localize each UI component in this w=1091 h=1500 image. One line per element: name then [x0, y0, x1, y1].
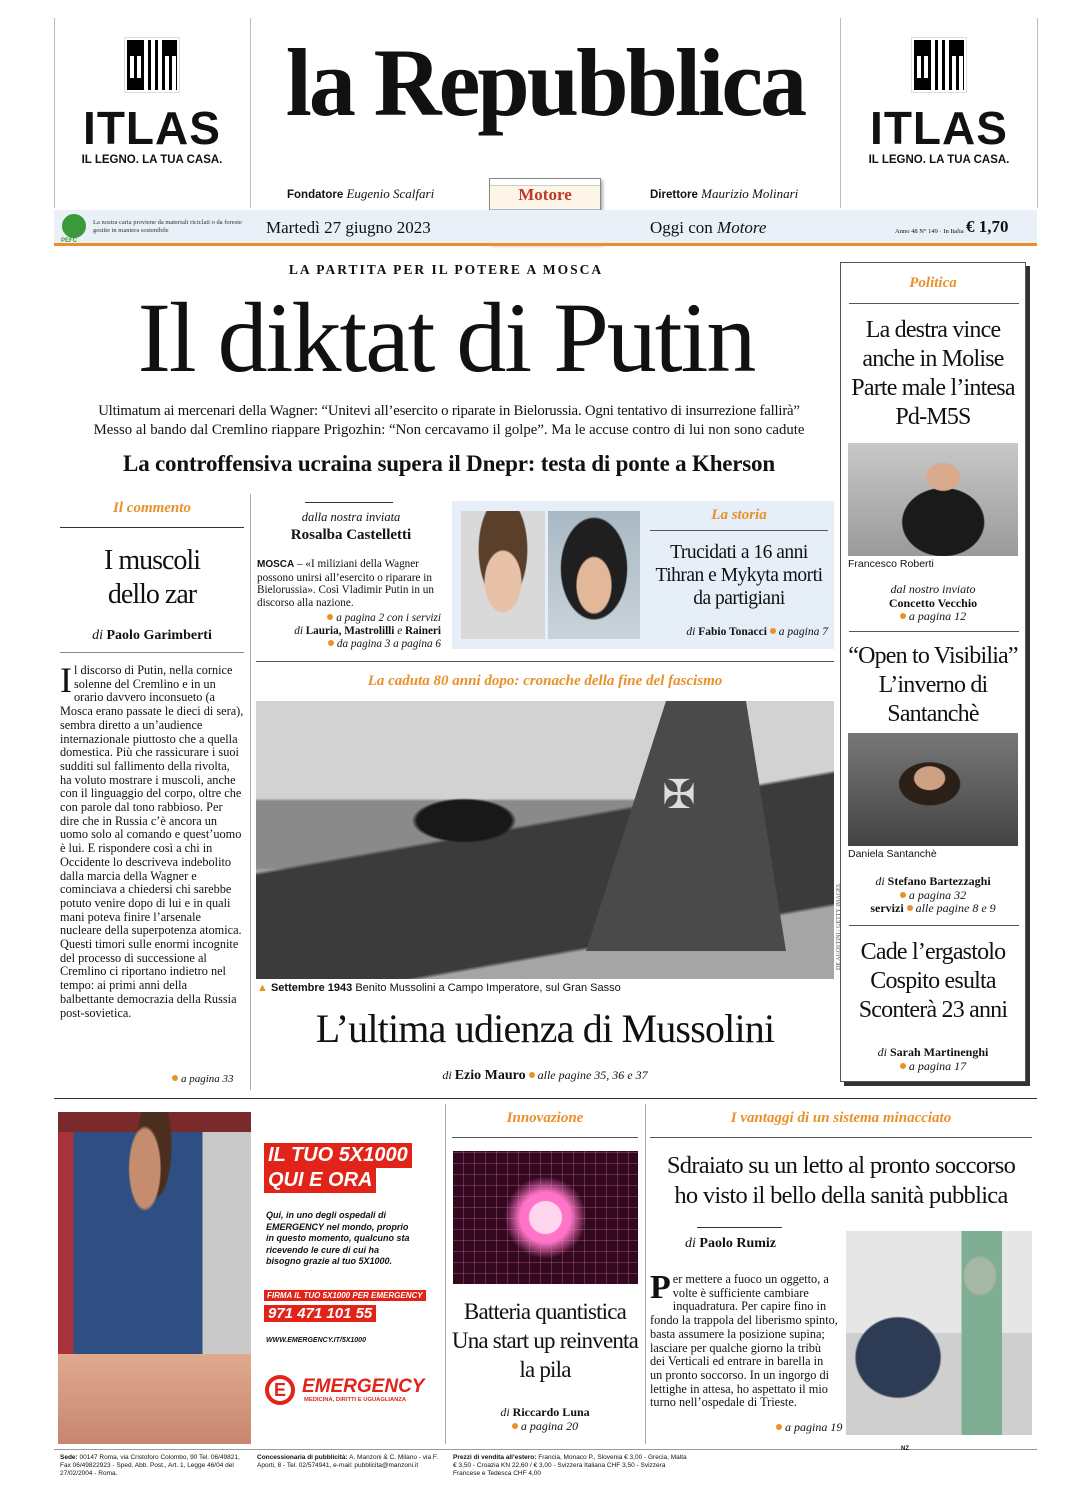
- photo-credit: DE AGOSTINI / GETTY IMAGES: [836, 883, 842, 970]
- lead-headline[interactable]: Il diktat di Putin: [137, 282, 755, 393]
- storia-title[interactable]: Trucidati a 16 anni Tihran e Mykyta morti da partigiani: [655, 542, 823, 609]
- molise-photo: [848, 443, 1018, 556]
- mussolini-caption: ▲ Settembre 1943 Benito Mussolini a Campo Imperatore, sul Gran Sasso: [257, 982, 621, 994]
- mussolini-byline[interactable]: di Ezio Mauro alle pagine 35, 36 e 37: [442, 1068, 648, 1083]
- inviata-refs[interactable]: a pagina 2 con i servizi di Lauria, Mastrolilli e Raineri da pagina 3 a pagina 6: [294, 612, 441, 650]
- emergency-url[interactable]: WWW.EMERGENCY.IT/5X1000: [266, 1337, 366, 1344]
- dropcap: I: [60, 664, 72, 700]
- dot-icon: [529, 1072, 535, 1078]
- price: € 1,70: [966, 217, 1009, 236]
- masthead-title[interactable]: la Repubblica: [285, 29, 805, 136]
- director: Direttore Maurizio Molinari: [650, 186, 799, 201]
- commento-title[interactable]: I muscoli dello zar: [104, 545, 200, 610]
- footer-barcode: [901, 1458, 1036, 1488]
- dot-icon: [907, 905, 913, 911]
- sanita-text: P er mettere a fuoco un oggetto, a volte è sufficiente cambiare inquadratura. Per capire fino in fondo la trappola del liberismo spinto, basta assumere la posizione supina; lasciare per qualche giorno la tribù dei Verticali ed entrare in barella in un pronto soccorso. In un ingorgo di lettighe in attesa, ho aspettato il mio turno nell’ospedale di Trieste.: [650, 1269, 838, 1410]
- santanche-title[interactable]: “Open to Visibilia” L’inverno di Santanchè: [848, 643, 1018, 727]
- ad-brand: ITLAS: [83, 102, 221, 154]
- innovazione-photo: [453, 1151, 638, 1284]
- qr-code-icon: [912, 38, 966, 92]
- inviata-text: MOSCA – «I miliziani della Wagner possono unirsi all’esercito o riparare in Bielorussia». Così Vladimir Putin in un discorso alla nazione.: [257, 558, 434, 609]
- footer-nz: NZ: [901, 1446, 909, 1452]
- emergency-logo-icon: E: [265, 1375, 295, 1405]
- sanita-page-ref[interactable]: a pagina 19: [776, 1420, 842, 1435]
- date: Martedì 27 giugno 2023: [266, 218, 431, 237]
- mussolini-headline[interactable]: L’ultima udienza di Mussolini: [315, 1006, 775, 1051]
- footer-concessionaria: Concessionaria di pubblicità: A. Manzoni & C. Milano - via F. Aporti, 8 - Tel. 02/574941, e-mail: pubblicita@manzoni.it: [257, 1454, 438, 1469]
- molise-caption: Francesco Roberti: [848, 558, 934, 570]
- dot-icon: [900, 613, 906, 619]
- emergency-title: IL TUO 5X1000 QUI E ORA: [264, 1143, 412, 1193]
- today-with: Oggi con Motore: [650, 218, 767, 237]
- storia-photo-1: [461, 511, 545, 639]
- commento-text: I l discorso di Putin, nella cornice solenne del Cremlino e in un orario davvero inconsueto (a Mosca erano passate le dieci di sera), sembra diretto a un’audience internazionale piuttosto che a quella domestica. Più che rassicurare i suoi sudditi sul fallimento della rivolta, ha voluto mostrare i muscoli, anche con il linguaggio del corpo, oltre che con parole dal tono rabbioso. Per dire che in Russia c’è ancora un uomo solo al comando e quest’uomo è lui. E rispondere così a chi in Occidente lo descriveva indebolito dalla marcia della Wagner e cominciava a chiedersi chi sarebbe potuto venire dopo di lui e in quali mani poteva finire l’arsenale nucleare della superpotenza atomica. Questi timori sulle enormi incognite del processo di successione al Cremlino ci riportano indietro nel tempo: ai primi anni della balbettante democrazia della Russia post-sovietica.: [60, 664, 244, 1020]
- mussolini-kicker: La caduta 80 anni dopo: cronache della fine del fascismo: [367, 673, 723, 689]
- dot-icon: [327, 614, 333, 620]
- commento-kicker: Il commento: [113, 500, 191, 516]
- ad-brand: ITLAS: [870, 102, 1008, 154]
- storia-byline[interactable]: di Fabio Tonacci a pagina 7: [686, 626, 828, 638]
- qr-code-icon: [125, 38, 179, 92]
- emergency-code: 971 471 101 55: [264, 1305, 376, 1322]
- santanche-caption: Daniela Santanchè: [848, 848, 937, 860]
- sanita-kicker: I vantaggi di un sistema minacciato: [730, 1110, 952, 1126]
- mussolini-photo: [256, 701, 834, 979]
- molise-title[interactable]: La destra vince anche in Molise Parte male l’intesa Pd-M5S: [851, 317, 1015, 430]
- lead-kicker: LA PARTITA PER IL POTERE A MOSCA: [288, 262, 604, 277]
- dot-icon: [172, 1075, 178, 1081]
- dot-icon: [512, 1423, 518, 1429]
- inviata-author[interactable]: Rosalba Castelletti: [290, 527, 412, 543]
- ad-itlas-left[interactable]: [56, 38, 248, 178]
- commento-page-ref[interactable]: a pagina 33: [172, 1073, 234, 1085]
- swastika-icon: ✠: [662, 772, 696, 817]
- founder: Fondatore Eugenio Scalfari: [287, 186, 435, 201]
- sidebar-kicker: Politica: [909, 275, 957, 291]
- inviata-label: dalla nostra inviata: [301, 510, 401, 524]
- dot-icon: [776, 1424, 782, 1430]
- emergency-photo: [58, 1112, 251, 1444]
- ad-slogan: IL LEGNO. LA TUA CASA.: [868, 154, 1010, 166]
- sanita-byline[interactable]: di Paolo Rumiz: [685, 1236, 776, 1251]
- pefc-label: PEFC: [61, 238, 78, 244]
- cospito-byline[interactable]: di Sarah Martinenghi a pagina 17: [877, 1045, 989, 1073]
- footer-prezzi: Prezzi di vendita all’estero: Francia, Monaco P., Slovenia € 3,00 - Grecia, Malta € 3,50 - Croazia KN 22,60 / € 3,00 - Svizzera Italiana CHF 3,50 - Svizzera Francese e Tedesca CHF 4,00: [453, 1454, 687, 1477]
- lead-sub1: Ultimatum ai mercenari della Wagner: “Unitevi all’esercito o riparate in Bielorussia. Ogni tentativo di insurrezione fallirà”: [98, 403, 800, 419]
- santanche-photo: [848, 733, 1018, 846]
- dot-icon: [328, 640, 334, 646]
- innovazione-title[interactable]: Batteria quantistica Una start up reinventa la pila: [451, 1299, 639, 1382]
- issue-info: Anno 48 N° 149 · In Italia: [895, 228, 964, 235]
- emergency-sign: FIRMA IL TUO 5X1000 PER EMERGENCY: [264, 1290, 426, 1301]
- commento-byline: di Paolo Garimberti: [92, 628, 212, 643]
- ad-itlas-right[interactable]: [843, 38, 1035, 178]
- supplement-cover[interactable]: Motore: [489, 178, 601, 244]
- aircraft-tail: [586, 701, 786, 951]
- storia-photo-2: [548, 511, 640, 639]
- dot-icon: [770, 628, 776, 634]
- innovazione-byline[interactable]: di Riccardo Luna a pagina 20: [500, 1405, 590, 1433]
- dropcap: P: [650, 1269, 671, 1306]
- dot-icon: [900, 1063, 906, 1069]
- lead-sub2: Messo al bando dal Cremlino riappare Prigozhin: “Non cercavamo il golpe”. Ma le accuse contro di lui non sono cadute: [93, 422, 805, 438]
- sanita-photo: [846, 1231, 1032, 1435]
- storia-kicker: La storia: [711, 507, 767, 523]
- santanche-byline[interactable]: di Stefano Bartezzaghi a pagina 32 servizi alle pagine 8 e 9: [870, 874, 996, 915]
- emergency-tag: MEDICINA, DIRITTI E UGUAGLIANZA: [304, 1397, 407, 1403]
- sanita-title[interactable]: Sdraiato su un letto al pronto soccorso ho visto il bello della sanità pubblica: [666, 1152, 1016, 1209]
- emergency-brand: EMERGENCY: [302, 1376, 425, 1397]
- footer-sede: Sede: 00147 Roma, via Cristoforo Colombo, 90 Tel. 06/49821, Fax 06/49822923 - Sped. Abb. Post., Art. 1, Legge 46/04 del 27/02/2004 - Roma.: [60, 1454, 240, 1477]
- cospito-title[interactable]: Cade l’ergastolo Cospito esulta Sconterà 23 anni: [858, 939, 1008, 1023]
- pefc-logo-icon: [62, 214, 86, 238]
- lead-second-headline[interactable]: La controffensiva ucraina supera il Dnepr: testa di ponte a Kherson: [123, 451, 775, 476]
- innovazione-kicker: Innovazione: [506, 1110, 584, 1126]
- triangle-icon: ▲: [257, 982, 268, 994]
- pefc-text: La nostra carta proviene da materiali riciclati o da foreste gestite in maniera sostenibile: [93, 219, 242, 234]
- molise-byline[interactable]: dal nostro inviato Concetto Vecchio a pagina 12: [888, 582, 978, 623]
- dot-icon: [900, 892, 906, 898]
- ad-slogan: IL LEGNO. LA TUA CASA.: [81, 154, 223, 166]
- emergency-text: Qui, in uno degli ospedali di EMERGENCY nel mondo, proprio in questo momento, qualcuno sta ricevendo le cure di cui ha bisogno grazie al tuo 5X1000.: [266, 1210, 410, 1266]
